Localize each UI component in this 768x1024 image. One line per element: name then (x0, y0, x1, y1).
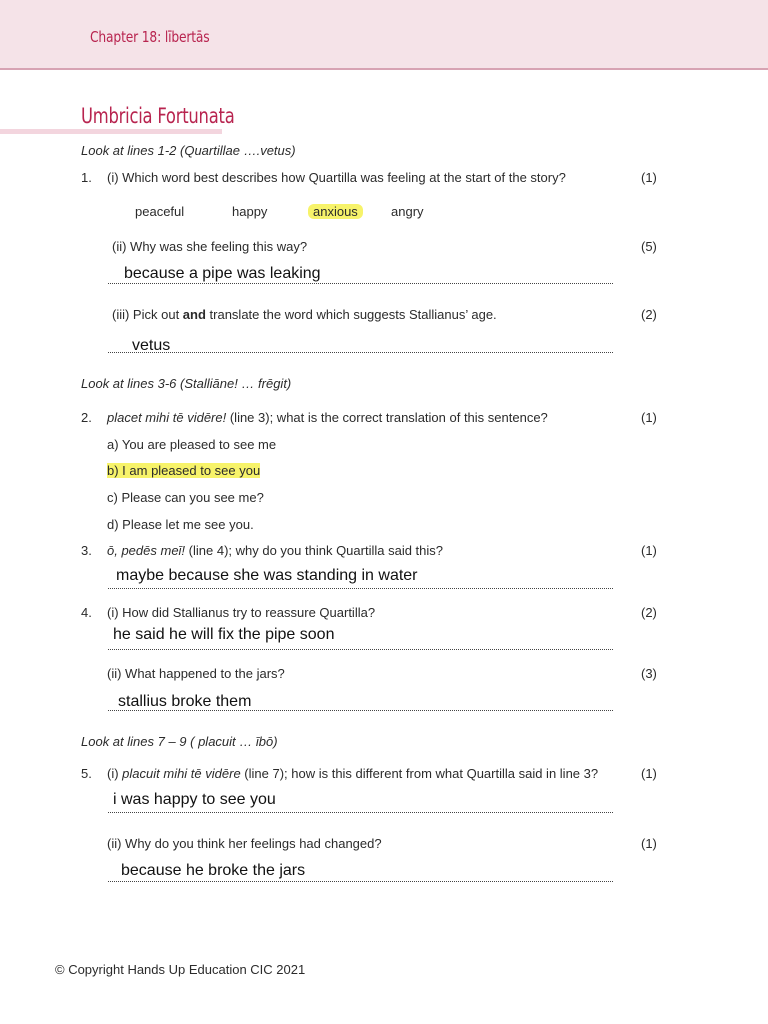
question-3-marks: (1) (641, 543, 657, 558)
chapter-title: Chapter 18: lībertās (90, 28, 210, 46)
question-5-part-ii-marks: (1) (641, 836, 657, 851)
question-5-part-i: (i) placuit mihi tē vidēre (line 7); how is this different from what Quartilla said in line 3? (107, 766, 599, 781)
question-4-part-ii-marks: (3) (641, 666, 657, 681)
question-4-part-i-marks: (2) (641, 605, 657, 620)
answer-line-5-ii (108, 881, 613, 882)
question-2-marks: (1) (641, 410, 657, 425)
instruction-lines-7-9: Look at lines 7 – 9 ( placuit … ībō) (81, 734, 278, 749)
question-4-number: 4. (81, 605, 92, 620)
answer-line-5-i (108, 812, 613, 813)
option-2c[interactable]: c) Please can you see me? (107, 490, 264, 505)
option-2b-selected[interactable]: b) I am pleased to see you (107, 463, 261, 478)
question-5-number: 5. (81, 766, 92, 781)
page-header (0, 0, 768, 70)
question-1-part-iii-marks: (2) (641, 307, 657, 322)
question-1-part-i: (i) Which word best describes how Quartilla was feeling at the start of the story? (107, 170, 566, 185)
answer-line-3 (108, 588, 613, 589)
section-title: Umbricia Fortunata (81, 104, 235, 128)
option-happy[interactable]: happy (232, 204, 268, 219)
question-5-part-ii: (ii) Why do you think her feelings had changed? (107, 836, 382, 851)
answer-line-4-i (108, 649, 613, 650)
option-anxious-selected[interactable] (308, 204, 363, 219)
question-5-part-i-marks: (1) (641, 766, 657, 781)
question-2-number: 2. (81, 410, 92, 425)
option-peaceful[interactable]: peaceful (135, 204, 185, 219)
question-1-part-i-marks: (1) (641, 170, 657, 185)
instruction-lines-1-2: Look at lines 1-2 (Quartillae ….vetus) (81, 143, 296, 158)
question-1-part-ii-marks: (5) (641, 239, 657, 254)
instruction-lines-3-6: Look at lines 3-6 (Stalliāne! … frēgit) (81, 376, 292, 391)
answer-4-ii[interactable]: stallius broke them (118, 693, 252, 710)
question-1-part-ii: (ii) Why was she feeling this way? (112, 239, 308, 254)
answer-1-ii[interactable]: because a pipe was leaking (124, 265, 321, 282)
answer-1-iii[interactable]: vetus (132, 337, 171, 354)
question-3-number: 3. (81, 543, 92, 558)
answer-4-i[interactable]: he said he will fix the pipe soon (113, 626, 335, 643)
option-2a[interactable]: a) You are pleased to see me (107, 437, 277, 452)
answer-line-1-ii (108, 283, 613, 284)
question-1-part-iii: (iii) Pick out and translate the word which suggests Stallianus’ age. (112, 307, 497, 322)
answer-5-ii[interactable]: because he broke the jars (121, 862, 306, 879)
question-4-part-i: (i) How did Stallianus try to reassure Quartilla? (107, 605, 376, 620)
option-2d[interactable]: d) Please let me see you. (107, 517, 254, 532)
copyright-footer: © Copyright Hands Up Education CIC 2021 (55, 962, 306, 977)
section-title-underline (0, 129, 222, 134)
option-angry[interactable]: angry (391, 204, 424, 219)
highlight-anxious: anxious (308, 204, 363, 219)
question-3-text: ō, pedēs meī! (line 4); why do you think Quartilla said this? (107, 543, 444, 558)
answer-5-i[interactable]: i was happy to see you (113, 791, 276, 808)
answer-line-4-ii (108, 710, 613, 711)
question-2-text: placet mihi tē vidēre! (line 3); what is the correct translation of this sentence? (107, 410, 548, 425)
answer-3[interactable]: maybe because she was standing in water (116, 567, 418, 584)
question-4-part-ii: (ii) What happened to the jars? (107, 666, 285, 681)
question-1-number: 1. (81, 170, 92, 185)
answer-line-1-iii (108, 352, 613, 353)
